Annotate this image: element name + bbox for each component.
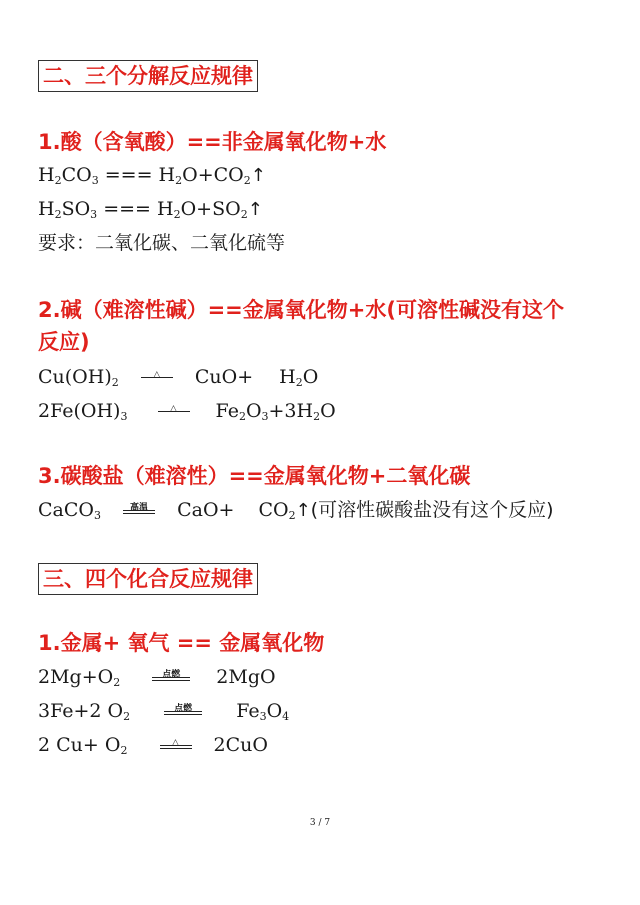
ignite-condition-icon: 点燃 xyxy=(146,665,196,685)
ignite-condition-icon: 点燃 xyxy=(158,699,208,719)
equation-fe-o2: 3Fe+2 $O_2$ 点燃 $Fe_3O_4$ xyxy=(38,700,290,723)
equation-fe-oh-3: $2Fe(OH)_3$ △ $Fe_2O_3+3H_2O$ xyxy=(38,400,336,423)
rule-2-heading-line1: 2.碱（难溶性碱）==金属氧化物+水(可溶性碱没有这个 xyxy=(38,298,564,322)
equation-cu-o2: 2 $Cu+ O_2$ △ 2CuO xyxy=(38,734,268,757)
heat-condition-icon: △ xyxy=(152,399,196,419)
equation-h2so3: $H_2SO_3$ === $H_2O+SO_2↑$ xyxy=(38,198,263,221)
rule-1-note: 要求：二氧化碳、二氧化硫等 xyxy=(38,232,286,254)
rule-4-heading: 1.金属+ 氧气 == 金属氧化物 xyxy=(38,631,325,655)
section-2-title: 二、三个分解反应规律 xyxy=(38,60,258,92)
rule-1-heading: 1.酸（含氧酸）==非金属氧化物+水 xyxy=(38,130,387,154)
equation-mg-o2: $2Mg+O_2$ 点燃 2MgO xyxy=(38,666,276,689)
rule-2-heading-line2: 反应) xyxy=(38,330,90,354)
high-temperature-condition-icon: 高温 xyxy=(117,498,161,518)
rule-3-heading: 3.碳酸盐（难溶性）==金属氧化物+二氧化碳 xyxy=(38,464,471,488)
page-number: 3 / 7 xyxy=(309,818,331,828)
equation-cu-oh-2: $Cu(OH)_2$ △ $CuO+ H_2O$ xyxy=(38,366,319,389)
section-3-title: 三、四个化合反应规律 xyxy=(38,563,258,595)
heat-condition-icon: △ xyxy=(135,365,179,385)
heat-condition-icon: △ xyxy=(154,733,198,753)
equation-caco3: CaCO$_3$ 高温 $CaO+ CO_2↑$(可溶性碳酸盐没有这个反应) xyxy=(38,499,554,522)
equation-h2co3: $H_2CO_3$ === $H_2O+CO_2↑$ xyxy=(38,164,266,187)
